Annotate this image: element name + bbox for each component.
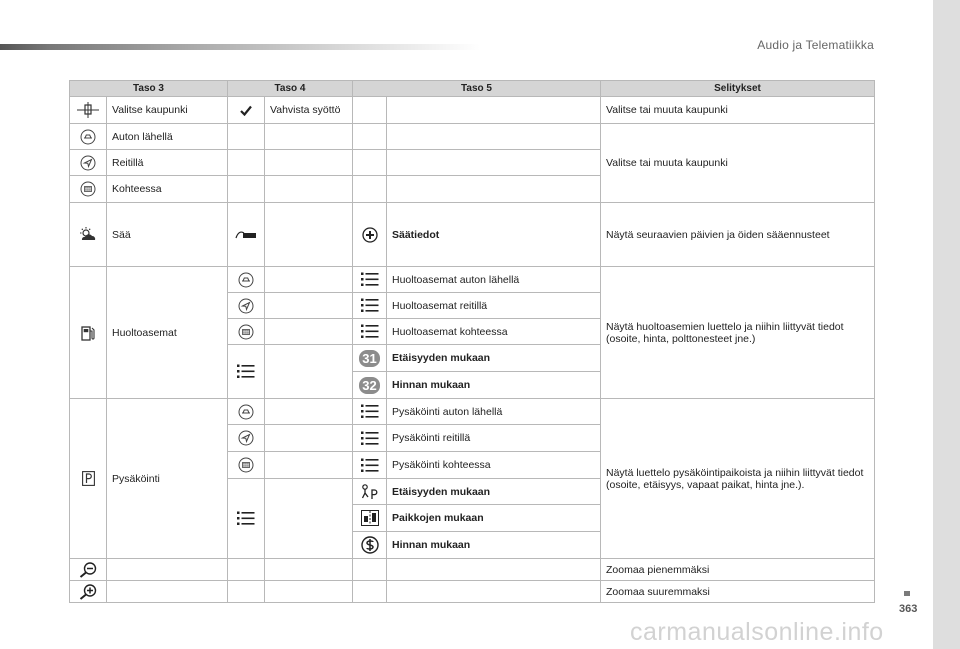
stations-by-distance-label: Etäisyyden mukaan <box>387 345 601 372</box>
nearby-label: Auton lähellä <box>107 124 228 150</box>
list-icon <box>353 425 387 452</box>
walk-parking-icon <box>353 479 387 505</box>
plus-icon <box>353 203 387 267</box>
stations-destination-label: Huoltoasemat kohteessa <box>387 319 601 345</box>
stations-route-label: Huoltoasemat reitillä <box>387 293 601 319</box>
header-decor-bar <box>0 44 480 50</box>
page-mark <box>904 591 910 596</box>
zoom-in-desc: Zoomaa suuremmaksi <box>601 581 875 603</box>
parking-spaces-icon <box>353 505 387 532</box>
car-nearby-icon <box>70 124 107 150</box>
fuel-pump-icon <box>70 267 107 399</box>
list-icon <box>228 479 265 559</box>
col-header-description: Selitykset <box>601 81 875 97</box>
parking-route-label: Pysäköinti reitillä <box>387 425 601 452</box>
list-icon <box>353 293 387 319</box>
section-title: Audio ja Telematiikka <box>757 38 874 52</box>
zoom-in-icon <box>70 581 107 603</box>
col-header-level4: Taso 4 <box>228 81 353 97</box>
location-desc: Valitse tai muuta kaupunki <box>601 124 875 203</box>
col-header-level5: Taso 5 <box>353 81 601 97</box>
destination-icon <box>228 452 265 479</box>
table-header <box>70 81 875 97</box>
watermark: carmanualsonline.info <box>630 618 884 646</box>
table-row <box>70 97 875 124</box>
badge-31: 31 <box>359 350 380 367</box>
destination-icon <box>70 176 107 203</box>
checkmark-icon <box>228 97 265 124</box>
car-nearby-icon <box>228 399 265 425</box>
forecast-icon <box>228 203 265 267</box>
parking-destination-label: Pysäköinti kohteessa <box>387 452 601 479</box>
side-strip <box>933 0 960 649</box>
route-icon <box>70 150 107 176</box>
table-row <box>70 203 875 267</box>
route-icon <box>228 425 265 452</box>
parking-label: Pysäköinti <box>107 399 228 559</box>
list-icon <box>353 319 387 345</box>
col-header-level3: Taso 3 <box>70 81 228 97</box>
weather-icon <box>70 203 107 267</box>
list-icon <box>228 345 265 399</box>
table-row <box>70 581 875 603</box>
parking-icon <box>70 399 107 559</box>
list-icon <box>353 399 387 425</box>
city-select-desc: Valitse tai muuta kaupunki <box>601 97 875 124</box>
weather-desc: Näytä seuraavien päivien ja öiden sääennusteet <box>601 203 875 267</box>
route-label: Reitillä <box>107 150 228 176</box>
list-icon <box>353 267 387 293</box>
destination-label: Kohteessa <box>107 176 228 203</box>
parking-by-spaces-label: Paikkojen mukaan <box>387 505 601 532</box>
city-select-label: Valitse kaupunki <box>107 97 228 124</box>
car-nearby-icon <box>228 267 265 293</box>
parking-nearby-label: Pysäköinti auton lähellä <box>387 399 601 425</box>
badge-32: 32 <box>359 377 380 394</box>
stations-by-price-label: Hinnan mukaan <box>387 372 601 399</box>
list-icon <box>353 452 387 479</box>
table-row <box>70 267 875 293</box>
destination-icon <box>228 319 265 345</box>
menu-table <box>69 80 875 603</box>
stations-nearby-label: Huoltoasemat auton lähellä <box>387 267 601 293</box>
stations-desc: Näytä huoltoasemien luettelo ja niihin liittyvät tiedot (osoite, hinta, polttonesteet jne.) <box>601 267 875 399</box>
zoom-out-desc: Zoomaa pienemmäksi <box>601 559 875 581</box>
weather-label: Sää <box>107 203 228 267</box>
route-icon <box>228 293 265 319</box>
parking-desc: Näytä luettelo pysäköintipaikoista ja niihin liittyvät tiedot (osoite, etäisyys, vapaat paikat, hinta jne.). <box>601 399 875 559</box>
page-number: 363 <box>899 603 918 615</box>
zoom-out-icon <box>70 559 107 581</box>
table-row <box>70 399 875 425</box>
table-row <box>70 559 875 581</box>
weather-sub-label: Säätiedot <box>387 203 601 267</box>
parking-by-price-label: Hinnan mukaan <box>387 532 601 559</box>
parking-by-distance-label: Etäisyyden mukaan <box>387 479 601 505</box>
city-pin-icon <box>70 97 107 124</box>
stations-label: Huoltoasemat <box>107 267 228 399</box>
dollar-icon <box>353 532 387 559</box>
confirm-label: Vahvista syöttö <box>265 97 353 124</box>
table-row <box>70 124 875 150</box>
